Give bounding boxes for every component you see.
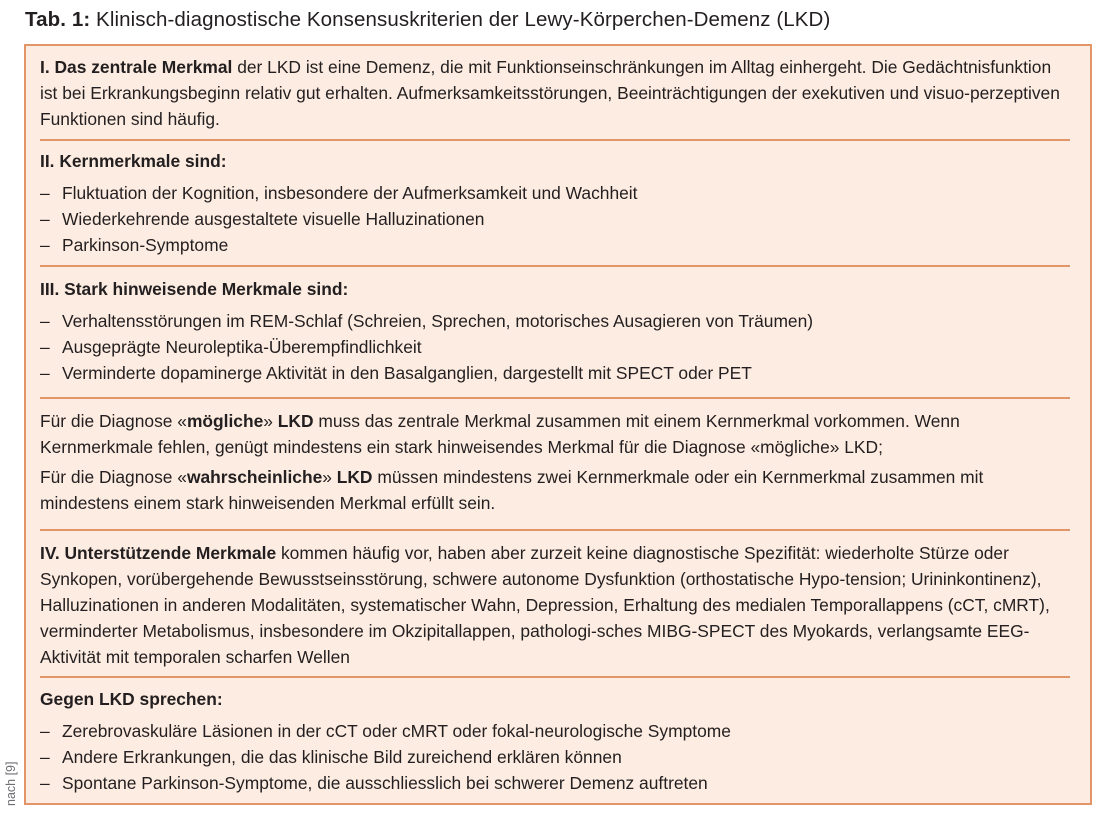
list-item: – Fluktuation der Kognition, insbesondere der Aufmerksamkeit und Wachheit: [40, 180, 1070, 206]
dash-bullet: –: [40, 363, 50, 383]
against-lkd-heading: Gegen LKD sprechen:: [40, 689, 223, 709]
central-feature-text: der LKD ist eine Demenz, die mit Funktionseinschränkungen im Alltag einhergeht. Die Gedächtnisfunktion ist bei Erkrankungsbeginn relativ gut erhalten. Aufmerksamkeitsstörungen, Beeinträchtigungen der exekutiven und visuo-perzeptiven Funktionen sind häufig.: [40, 57, 1060, 129]
divider: [40, 139, 1070, 141]
section-supportive-features: [40, 540, 1070, 670]
dash-bullet: –: [40, 235, 50, 255]
divider: [40, 529, 1070, 531]
possible-lkd-paragraph: Für die Diagnose «mögliche» LKD muss das zentrale Merkmal zusammen mit einem Kernmerkmal vorkommen. Wenn Kernmerkmale fehlen, genügt mindestens ein stark hinweisendes Merkmal für die Diagnose «mögliche» LKD;: [40, 411, 960, 457]
table-label: Tab. 1:: [25, 8, 91, 31]
divider: [40, 265, 1070, 267]
dash-bullet: –: [40, 773, 50, 793]
probable-lkd-paragraph: Für die Diagnose «wahrscheinliche» LKD müssen mindestens zwei Kernmerkmale oder ein Kernmerkmal zusammen mit mindestens einem stark hinweisenden Merkmal erfüllt sein.: [40, 467, 984, 513]
divider: [40, 676, 1070, 678]
dash-bullet: –: [40, 209, 50, 229]
section-suggestive-features: [40, 276, 1070, 386]
criteria-box: [24, 44, 1092, 805]
list-item: – Verhaltensstörungen im REM-Schlaf (Schreien, Sprechen, motorisches Ausagieren von Träumen): [40, 308, 1070, 334]
list-item: – Zerebrovaskuläre Läsionen in der cCT oder cMRT oder fokal-neurologische Symptome: [40, 718, 1070, 744]
list-item: – Andere Erkrankungen, die das klinische Bild zureichend erklären können: [40, 744, 1070, 770]
section-against-lkd: [40, 686, 1070, 796]
list-item: – Spontane Parkinson-Symptome, die ausschliesslich bei schwerer Demenz auftreten: [40, 770, 1070, 796]
section-central-feature: [40, 54, 1070, 132]
central-feature-heading: I. Das zentrale Merkmal: [40, 57, 233, 77]
dash-bullet: –: [40, 747, 50, 767]
supportive-features-text: kommen häufig vor, haben aber zurzeit keine diagnostische Spezifität: wiederholte Stürze oder Synkopen, vorübergehende Bewusstseinsstörung, schwere autonome Dysfunktion (orthostatische Hypo-tension; Urininkontinenz), Halluzinationen in anderen Modalitäten, systematischer Wahn, Depression, Erhaltung des medialen Temporallappens (cCT, cMRT), verminderter Metabolismus, insbesondere im Okzipitallappen, pathologi-sches MIBG-SPECT des Myokards, verlangsamte EEG-Aktivität mit temporalen scharfen Wellen: [40, 543, 1050, 667]
list-item: – Verminderte dopaminerge Aktivität in den Basalganglien, dargestellt mit SPECT oder PET: [40, 360, 1070, 386]
dash-bullet: –: [40, 183, 50, 203]
source-note: nach [9]: [4, 761, 18, 806]
suggestive-features-heading: III. Stark hinweisende Merkmale sind:: [40, 279, 349, 299]
list-item: – Parkinson-Symptome: [40, 232, 1070, 258]
table-title: [25, 8, 830, 32]
supportive-features-heading: IV. Unterstützende Merkmale: [40, 543, 277, 563]
dash-bullet: –: [40, 721, 50, 741]
section-core-features: [40, 148, 1070, 258]
list-item: – Ausgeprägte Neuroleptika-Überempfindlichkeit: [40, 334, 1070, 360]
section-diagnosis-rules: [40, 408, 1070, 516]
dash-bullet: –: [40, 311, 50, 331]
table-title-text: Klinisch-diagnostische Konsensuskriterien der Lewy-Körperchen-Demenz (LKD): [96, 8, 831, 31]
dash-bullet: –: [40, 337, 50, 357]
core-features-heading: II. Kernmerkmale sind:: [40, 151, 227, 171]
list-item: – Wiederkehrende ausgestaltete visuelle Halluzinationen: [40, 206, 1070, 232]
divider: [40, 397, 1070, 399]
